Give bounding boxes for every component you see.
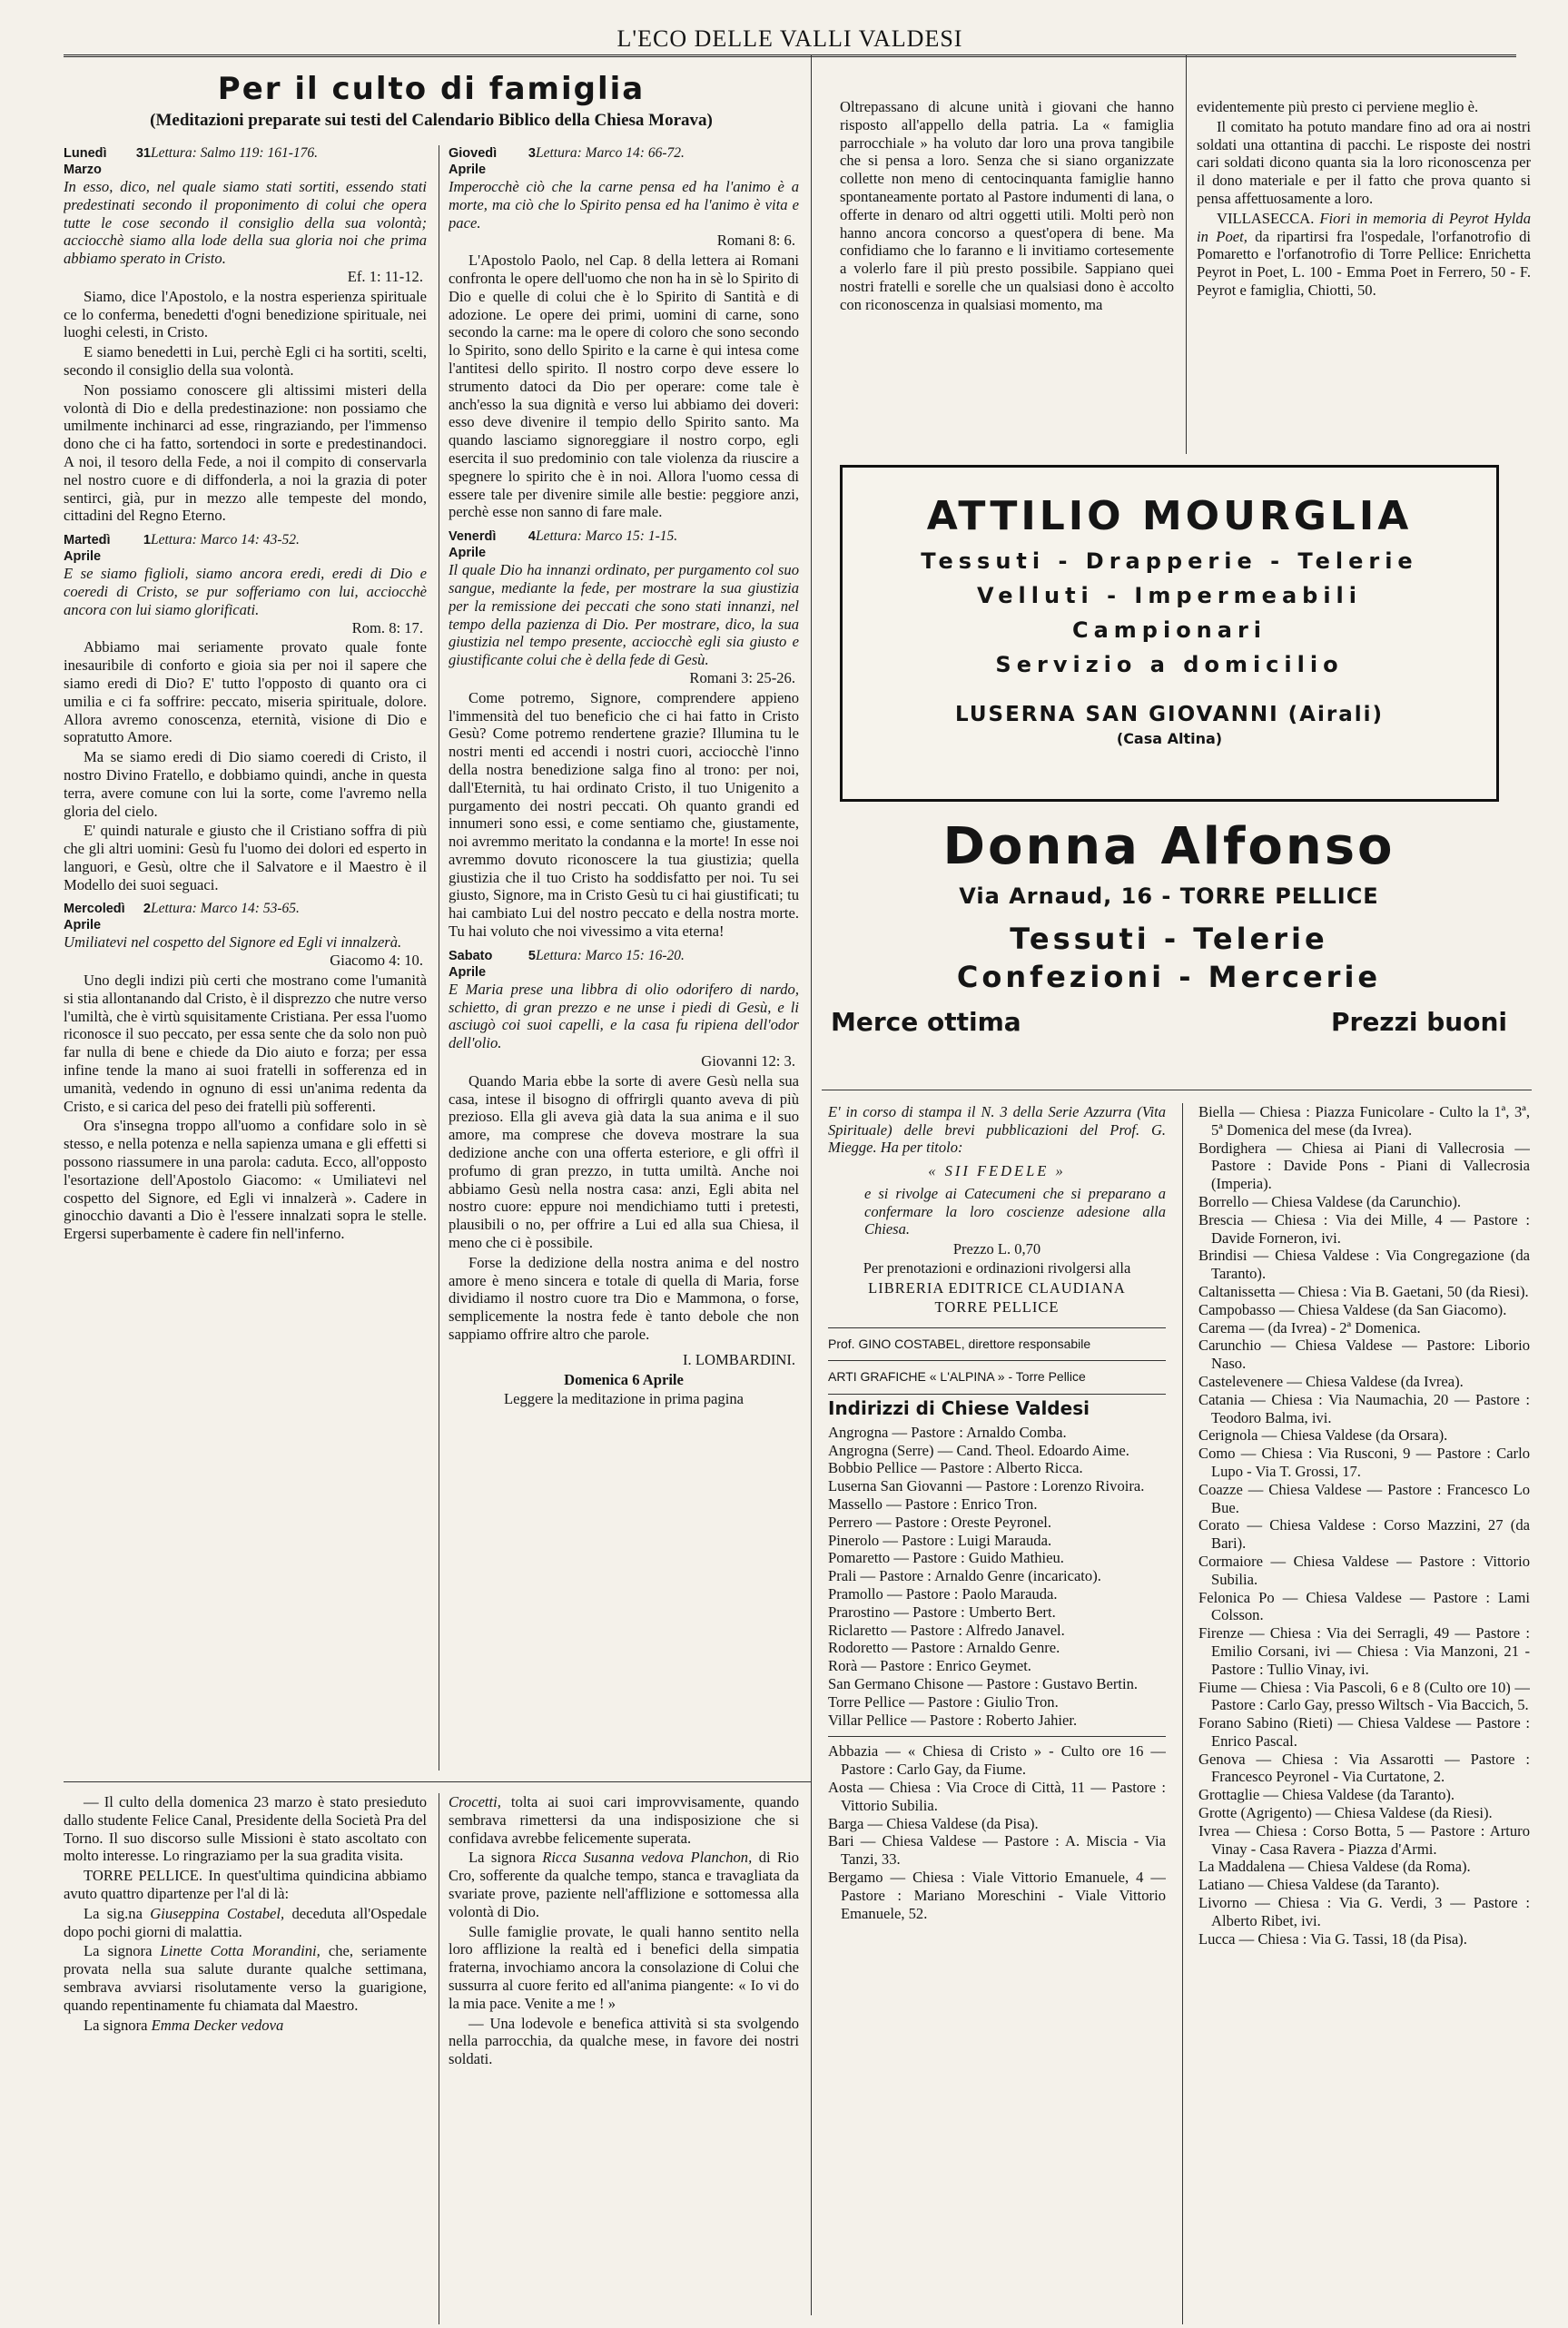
book-notice	[828, 1103, 1166, 1317]
paragraph	[1197, 210, 1531, 300]
book-text: E' in corso di stampa il N. 3 della Serie Azzurra (Vita Spirituale) delle brevi pubblicazioni del Prof. G. Miegge. Ha per titolo:	[828, 1103, 1166, 1156]
meditation-wednesday	[64, 901, 427, 1243]
column-divider	[1182, 1103, 1183, 2324]
person-name: Linette Cotta Morandini,	[160, 1942, 321, 1960]
advert-line: Confezioni - Mercerie	[956, 960, 1382, 994]
directory-list-c	[1198, 1103, 1530, 1948]
entry-verse: In esso, dico, nel quale siamo stati sortiti, essendo stati predestinati secondo il proponimento di colui che opera tutte le cose secondo il consiglio della sua volontà; acciocchè siamo alla lode della sua gloria noi che prima abbiamo sperato in Cristo.	[64, 178, 427, 268]
sunday-heading: Domenica 6 Aprile	[564, 1370, 684, 1388]
meditation-monday	[64, 145, 427, 525]
paragraph: Quando Maria ebbe la sorte di avere Gesù nella sua casa, intese il bisogno di offrirgli quanto aveva di più prezioso. Ella gli aveva già data la sua anima e il suo amore, ma comprese che doveva mostrare la sua dedizione anche con una offerta esteriore, e gli offrì il profumo di gran prezzo, in tutta umiltà. Anche noi abbiamo Gesù nella nostra casa: anzi, Egli abita nel nostro cuore: eppure noi mendichiamo tutti i pretesti, plausibili o no, per offrire a Lui ed alla sua Chiesa, il meno che ci è possibile.	[449, 1071, 799, 1252]
entry-ref: Ef. 1: 11-12.	[347, 267, 423, 285]
directory-entry: Ivrea — Chiesa : Corso Botta, 5 — Pastore : Arturo Vinay - Casa Ravera - Piazza d'Armi.	[1198, 1821, 1530, 1858]
directory-entry: Livorno — Chiesa : Via G. Verdi, 3 — Pastore : Alberto Ribet, ivi.	[1198, 1894, 1530, 1929]
text: La sig.na	[84, 1904, 143, 1922]
entry-verse: E se siamo figlioli, siamo ancora eredi, eredi di Dio e coeredi di Cristo, se pur sofferiamo con lui, acciocchè ancora con lui siamo glorificati.	[64, 565, 427, 618]
publisher-city: TORRE PELLICE	[934, 1298, 1060, 1316]
advert-left: Merce ottima	[831, 1007, 1021, 1037]
directory-entry: Pinerolo — Pastore : Luigi Marauda.	[828, 1531, 1052, 1549]
masthead	[64, 7, 1516, 53]
paragraph: Come potremo, Signore, comprendere appieno l'immensità del tuo beneficio che ci hai fatto in Cristo Gesù? Come potremo rendertene grazie? Illumina tu le nostri menti ed accendi i nostri cuori, acciocchè l'inno della nostra benedizione salga fino al trono: per noi, dall'Eternità, tu hai ordinato Cristo, il tuo Unigenito a purgamento dei nostri peccati. Oh quanto grandi ed innumeri sono essi, e come sentiamo che, giustamente, noi avremmo meritato la condanna e la morte! In esse noi avremmo dovuto riconoscere la tua giustizia; quella giustizia che il tuo Cristo ha soddisfatto per noi. Tu sei giusto, Signore, ma in Cristo Gesù tu ci hai giustificati; tu hai cambiato Lui del nostro peccato e della nostra morte. Tu hai voluto che noi vivessimo a vita eterna!	[449, 688, 799, 941]
book-title: « SII FEDELE »	[928, 1161, 1066, 1179]
advert-address: Via Arnaud, 16 - TORRE PELLICE	[959, 883, 1379, 909]
text: La signora	[468, 1849, 536, 1867]
memorial-title: Fiori in memoria di Peyrot Hylda in Poet,	[1197, 209, 1531, 245]
section-subtitle: (Meditazioni preparate sui testi del Calendario Biblico della Chiesa Morava)	[150, 111, 713, 130]
advert-name: Donna Alfonso	[942, 817, 1395, 876]
paragraph	[449, 1793, 799, 1847]
advert-right: Prezzi buoni	[1330, 1007, 1507, 1037]
directory-entry: Torre Pellice — Pastore : Giulio Tron.	[828, 1692, 1059, 1711]
section-title: Per il culto di famiglia	[217, 71, 646, 107]
news-column-3	[840, 98, 1174, 454]
entry-reading: Lettura: Marco 15: 16-20.	[536, 947, 685, 963]
text: deceduta all'Ospedale dopo pochi giorni di malattia.	[64, 1904, 427, 1940]
book-order: Per prenotazioni e ordinazioni rivolgersi alla	[863, 1259, 1131, 1277]
entry-reading: Lettura: Salmo 119: 161-176.	[151, 145, 318, 161]
entry-ref: Giovanni 12: 3.	[701, 1052, 795, 1070]
paragraph	[64, 1942, 427, 2014]
directory-entry: Cerignola — Chiesa Valdese (da Orsara).	[1198, 1426, 1448, 1445]
directory-entry: Grottaglie — Chiesa Valdese (da Taranto).	[1198, 1786, 1455, 1804]
notices-column	[828, 1103, 1166, 2324]
advert-name: ATTILIO MOURGLIA	[926, 493, 1413, 539]
directory-entry: Aosta — Chiesa : Via Croce di Città, 11 — Pastore : Vittorio Subilia.	[828, 1779, 1166, 1814]
person-name: Giuseppina Costabel,	[150, 1904, 285, 1922]
author-signature: I. LOMBARDINI.	[683, 1350, 795, 1368]
directory-entry: Cormaiore — Chiesa Valdese — Pastore : Vittorio Subilia.	[1198, 1552, 1530, 1588]
entry-day: Sabato 5 Aprile	[449, 948, 536, 980]
paragraph: Siamo, dice l'Apostolo, e la nostra esperienza spirituale ce lo conferma, benedetti d'ogni benedizione spirituale, nei luoghi celesti, in Cristo.	[64, 287, 427, 341]
directory-entry: Corato — Chiesa Valdese : Corso Mazzini, 27 (da Bari).	[1198, 1516, 1530, 1553]
director: Prof. GINO COSTABEL, direttore responsabile	[828, 1336, 1091, 1351]
entry-reading: Lettura: Marco 14: 66-72.	[536, 145, 685, 161]
meditation-thursday	[449, 145, 799, 521]
meditation-tuesday	[64, 532, 427, 893]
directory-entry: Como — Chiesa : Via Rusconi, 9 — Pastore : Carlo Lupo - Via T. Grossi, 17.	[1198, 1445, 1530, 1480]
directory-entry: Villar Pellice — Pastore : Roberto Jahier.	[828, 1711, 1078, 1729]
directory-entry: Bari — Chiesa Valdese — Pastore : A. Miscia - Via Tanzi, 33.	[828, 1832, 1166, 1869]
news-bottom-2	[449, 1793, 799, 2324]
directory-entry: Rorà — Pastore : Enrico Geymet.	[828, 1657, 1031, 1675]
paragraph: Forse la dedizione della nostra anima e del nostro amore è meno sincera e totale di quella di Maria, forse dividiamo il nostro cuore tra Dio e Mammona, o forse, semplicemente la nostra fede è tanto debole che non sappiamo offrire altro che parole.	[449, 1253, 799, 1344]
entry-verse: E Maria prese una libbra di olio odorifero di nardo, schietto, di gran prezzo e ne unse i piedi di Gesù, e li asciugò coi suoi capelli, e la casa fu ripiena dell'odor dell'olio.	[449, 980, 799, 1052]
meditation-saturday	[449, 948, 799, 1344]
advert-donna-alfonso	[831, 817, 1507, 1071]
masthead-rule	[64, 54, 1516, 57]
directory-entry: Felonica Po — Chiesa Valdese — Pastore : Lami Colsson.	[1198, 1588, 1530, 1624]
paragraph: Sulle famiglie provate, le quali hanno sentito nella loro afflizione la realtà ed i benefici della simpatia fraterna, invochiamo ancora la consolazione di Colui che sussurra al cuore ferito ed all'anima piangente: « Io vi do la mia pace. Venite a me ! »	[449, 1922, 799, 2012]
paragraph: E' quindi naturale e giusto che il Cristiano soffra di più che gli altri uomini: Gesù fu l'uomo dei dolori ed esperto in languori, e Gesù, oltre che il Salvatore e il Maestro è il Modello dei suoi seguaci.	[64, 822, 427, 893]
entry-verse: Umiliatevi nel cospetto del Signore ed Egli vi innalzerà.	[64, 933, 402, 952]
director-line	[828, 1327, 1166, 1354]
newspaper-title: L'ECO DELLE VALLI VALDESI	[616, 25, 963, 52]
news-column-4	[1197, 98, 1531, 454]
paragraph: Uno degli indizi più certi che mostrano come l'umanità si stia allontanando dal Cristo, è il disprezzo che nutre verso l'umiltà, che è virtù squisitamente Cristiana. Per essa l'uomo riconosce il suo peccato, per essa sente che da solo non può far nulla di bene e chiede da Dio aiuto e forza; per essa infine tende la mano ai suoi fratelli in sofferenza ed in umanità, vedendo in ognuno di essi un'anima redenta da Cristo, e si carica del peso dei fratelli più sofferenti.	[64, 972, 427, 1115]
directory-entry: Catania — Chiesa : Via Naumachia, 20 — Pastore : Teodoro Balma, ivi.	[1198, 1390, 1530, 1426]
news-bottom-1	[64, 1793, 427, 2324]
paragraph: Oltrepassano di alcune unità i giovani che hanno risposto all'appello della patria. La « famiglia parrocchiale » ha voluto dar loro una prova tangibile che si pensa a loro. Senza che si siano organizzate collette non meno di centocinquanta famiglie hanno spontaneamente portato al Pastore indumenti di lana, o offerte in denaro od altri oggetti utili. Molti però non hanno ancora concorso a quest'opera di bene. Ma confidiamo che lo faranno e li invitiamo cortesemente a volerlo fare il più presto possibile. Sappiano quei nostri fratelli e sorelle che un qualsiasi dono è accolto con riconoscenza in qualsiasi momento, ma	[840, 98, 1174, 313]
entry-ref: Romani 3: 25-26.	[689, 668, 795, 686]
directory-entry: Forano Sabino (Rieti) — Chiesa Valdese — Pastore : Enrico Pascal.	[1198, 1714, 1530, 1750]
entry-reading: Lettura: Marco 14: 53-65.	[151, 901, 300, 917]
directory-entry: Brindisi — Chiesa Valdese : Via Congregazione (da Taranto).	[1198, 1247, 1530, 1283]
paragraph	[449, 1849, 799, 1920]
directory-entry: Prali — Pastore : Arnaldo Genre (incaricato).	[828, 1567, 1101, 1585]
section-heading	[64, 71, 799, 131]
directory-entry: Lucca — Chiesa : Via G. Tassi, 18 (da Pisa).	[1198, 1929, 1467, 1948]
directory-entry: Luserna San Giovanni — Pastore : Lorenzo Rivoira.	[828, 1477, 1145, 1495]
entry-day: Venerdì 4 Aprile	[449, 529, 536, 561]
sunday-note: Leggere la meditazione in prima pagina	[503, 1390, 744, 1408]
advert-mourglia	[840, 465, 1499, 802]
paragraph: — Una lodevole e benefica attività si sta svolgendo nella parrocchia, da qualche mese, in favore dei nostri soldati.	[449, 2014, 799, 2068]
paragraph: L'Apostolo Paolo, nel Cap. 8 della lettera ai Romani confronta le opere dell'uomo che non ha in sè lo Spirito di Dio e quelle di colui che è lo Spirito di Santità e di adozione. Le opere dei primi, uomini di carne, sono secondo la carne: ma le opere di coloro che sono secondo lo Spirito, sono dello Spirito e la carne è qui intesa come l'antitesi dello spirito. Il nostro corpo deve essere lo strumento datoci da Dio per operare: come tale è anch'esso la sua dignità e verso lui abbiamo dei doveri: esso deve divenire il tempio dello Spirito santo. Ma quando lasciamo signoreggiare il nostro corpo, egli esercita il suo predominio con tale violenza da riuscire a spegnere lo spirito che è in noi. Allora l'uomo cessa di essere tale per divenire simile alle bestie: peggiore anzi, perchè esse non sanno di fare male.	[449, 252, 799, 521]
directory-entry: Latiano — Chiesa Valdese (da Taranto).	[1198, 1876, 1440, 1894]
publisher-name: LIBRERIA EDITRICE CLAUDIANA	[868, 1278, 1126, 1297]
directory-entry: Bordighera — Chiesa ai Piani di Vallecrosia — Pastore : Davide Pons - Piani di Vallecrosia (Imperia).	[1198, 1139, 1530, 1193]
directory-title: Indirizzi di Chiese Valdesi	[828, 1397, 1090, 1420]
paragraph: Abbiamo mai seriamente provato quale fonte inesauribile di conforto e gioia sia per noi il sapere che siamo eredi di Dio? E' tutto l'opposto di quanto ora ci umilia e ci fa soffrire: peccato, miseria spirituale, dolore. Allora avremo conoscenza, eternità, visione di Dio e sopratutto Amore.	[64, 638, 427, 746]
directory-entry: Bobbio Pellice — Pastore : Alberto Ricca.	[828, 1459, 1083, 1477]
entry-verse: Imperocchè ciò che la carne pensa ed ha l'animo è a morte, ma ciò che lo Spirito pensa ed ha l'animo è vita e pace.	[449, 178, 799, 232]
directory-divider	[828, 1736, 1166, 1737]
paragraph: Non possiamo conoscere gli altissimi misteri della volontà di Dio e della predestinazione: non possiamo che umilmente inchinarci ad esse, ringraziando, per l'immenso dono che ci ha fatto, sortendoci in sorte e predestinandoci. A noi, il tesoro della Fede, a noi il compito di conservarla nel nostro cuore e di diffonderla, a noi la grazia di poter sentirci, già, pur in mezzo alle tempeste del mondo, cittadini del Regno Eterno.	[64, 380, 427, 525]
advert-line: Servizio a domicilio	[995, 652, 1344, 677]
text: La signora	[84, 2016, 148, 2034]
directory-entry: Coazze — Chiesa Valdese — Pastore : Francesco Lo Bue.	[1198, 1480, 1530, 1516]
directory-entry: Biella — Chiesa : Piazza Funicolare - Culto la 1ª, 3ª, 5ª Domenica del mese (da Ivrea).	[1198, 1103, 1530, 1139]
directory-list-b	[828, 1742, 1166, 1922]
directory-entry: Carema — (da Ivrea) - 2ª Domenica.	[1198, 1318, 1421, 1337]
paragraph: evidentemente più presto ci perviene meglio è.	[1197, 98, 1479, 115]
advert-line: Tessuti - Telerie	[1010, 922, 1328, 956]
meditation-column-1	[64, 145, 427, 1780]
entry-day: Martedì 1 Aprile	[64, 533, 151, 565]
column-divider	[811, 54, 812, 2315]
entry-verse: Il quale Dio ha innanzi ordinato, per purgamento col suo sangue, mediante la fede, per mostrare la sua giustizia per la remissione dei peccati che sono stati innanzi, nel tempo della pazienza di Dio. Per mostrare, dico, la sua giustizia nel tempo presente, acciocchè egli sia giusto e giustificante colui che è della fede di Gesù.	[449, 561, 799, 669]
meditation-friday	[449, 528, 799, 941]
printer-line	[828, 1360, 1166, 1395]
directory-entry: Brescia — Chiesa : Via dei Mille, 4 — Pastore : Davide Forneron, ivi.	[1198, 1210, 1530, 1247]
advert-line: Tessuti - Drapperie - Telerie	[921, 548, 1418, 574]
paragraph: Il comitato ha potuto mandare fino ad ora ai nostri soldati una ottantina di pacchi. Le risposte dei nostri cari soldati dicono quanta sia la loro riconoscenza per il dono materiale e per il fatto che prova quanto si pensa affettuosamente a loro.	[1197, 117, 1531, 207]
printer: ARTI GRAFICHE « L'ALPINA » - Torre Pellice	[828, 1369, 1086, 1385]
person-name: Crocetti,	[449, 1793, 501, 1810]
text: La signora	[84, 1942, 153, 1960]
paragraph: Ma se siamo eredi di Dio siamo coeredi di Cristo, il nostro Divino Fratello, e dobbiamo quindi, anche in questa terra, avere comune con lui la sorte, come l'avremo nella gloria del cielo.	[64, 748, 427, 820]
directory-entry: Carunchio — Chiesa Valdese — Pastore: Liborio Naso.	[1198, 1337, 1530, 1373]
entry-reading: Lettura: Marco 15: 1-15.	[536, 528, 678, 545]
column-divider	[1186, 54, 1187, 454]
entry-day: Giovedì 3 Aprile	[449, 146, 536, 177]
directory-entry: Prarostino — Pastore : Umberto Bert.	[828, 1603, 1056, 1621]
directory-entry: Bergamo — Chiesa : Viale Vittorio Emanuele, 4 — Pastore : Mariano Moreschini - Viale Vittorio Emanuele, 52.	[828, 1869, 1166, 1922]
advert-sub: (Casa Altina)	[1116, 730, 1223, 747]
directory-entry: Angrogna (Serre) — Cand. Theol. Edoardo Aime.	[828, 1441, 1129, 1459]
text: che, seriamente provata nella sua salute durante qualche settimana, sembrava avviarsi risolutamente verso la guarigione, quando repentinamente fu chiamata dal Maestro.	[64, 1942, 427, 2014]
directory-entry: Pramollo — Pastore : Paolo Marauda.	[828, 1585, 1058, 1603]
directory-entry: Perrero — Pastore : Oreste Peyronel.	[828, 1513, 1052, 1531]
paragraph: — Il culto della domenica 23 marzo è stato presieduto dallo studente Felice Canal, Presidente della Società Pra del Torno. Il suo discorso sulle Missioni è stato ascoltato con molto interesse. Lo ringraziamo per la sua gradita visita.	[64, 1793, 427, 1865]
entry-reading: Lettura: Marco 14: 43-52.	[151, 532, 300, 548]
directory-entry: Campobasso — Chiesa Valdese (da San Giacomo).	[1198, 1300, 1507, 1318]
entry-day: Mercoledì 2 Aprile	[64, 902, 151, 933]
directory-entry: Rodoretto — Pastore : Arnaldo Genre.	[828, 1639, 1060, 1657]
directory-list-a	[828, 1424, 1166, 1730]
directory-entry: La Maddalena — Chiesa Valdese (da Roma).	[1198, 1858, 1471, 1876]
directory-entry: Massello — Pastore : Enrico Tron.	[828, 1495, 1038, 1514]
entry-ref: Rom. 8: 17.	[351, 618, 423, 636]
directory-entry: Riclaretto — Pastore : Alfredo Janavel.	[828, 1621, 1065, 1639]
advert-line: Velluti - Impermeabili	[976, 583, 1363, 608]
entry-ref: Giacomo 4: 10.	[330, 952, 423, 970]
advert-city: LUSERNA SAN GIOVANNI (Airali)	[955, 703, 1384, 726]
entry-ref: Romani 8: 6.	[716, 232, 795, 250]
paragraph: TORRE PELLICE. In quest'ultima quindicina abbiamo avuto quattro dipartenze per l'al di là:	[64, 1867, 427, 1902]
directory-entry: Angrogna — Pastore : Arnaldo Comba.	[828, 1423, 1067, 1441]
meditation-column-2	[449, 145, 799, 1780]
section-divider	[64, 1781, 811, 1782]
directory-entry: San Germano Chisone — Pastore : Gustavo Bertin.	[828, 1675, 1139, 1693]
paragraph	[64, 1905, 427, 1941]
text: tolta ai suoi cari improvvisamente, quando sembrava rimettersi da una indisposizione che si confidava avrebbe felicemente superata.	[449, 1793, 799, 1847]
directory-entry: Caltanissetta — Chiesa : Via B. Gaetani, 50 (da Riesi).	[1198, 1282, 1529, 1300]
paragraph: Ora s'insegna troppo all'uomo a confidare solo in sè stesso, e nella potenza e nella sapienza umana e gli effetti si possono riassumere in una parola: caduta. Ecco, all'opposto l'esortazione dell'Apostolo Giacomo: « Umiliatevi nel cospetto del Signore, ed Egli vi innalzerà ». Cadere in ginocchio davanti a Dio è l'essere innalzati sopra le stelle. Ergersi superbamente è cadere fin nell'inferno.	[64, 1117, 427, 1243]
place-label: VILLASECCA.	[1217, 209, 1315, 227]
directory-column	[1198, 1103, 1530, 2324]
entry-day: Lunedì 31 Marzo	[64, 146, 151, 177]
paragraph: E siamo benedetti in Lui, perchè Egli ci ha sortiti, scelti, secondo il consiglio della sua volontà.	[64, 343, 427, 379]
text: di Rio Cro, sofferente da qualche tempo, stanca e travagliata da svariate prove, paziente nell'afflizione e sottomessa alla volontà di Dio.	[449, 1849, 799, 1920]
book-price: Prezzo L. 0,70	[952, 1239, 1041, 1258]
directory-entry: Grotte (Agrigento) — Chiesa Valdese (da Riesi).	[1198, 1804, 1493, 1822]
directory-entry: Castelevenere — Chiesa Valdese (da Ivrea).	[1198, 1372, 1464, 1390]
directory-entry: Fiume — Chiesa : Via Pascoli, 6 e 8 (Culto ore 10) — Pastore : Carlo Gay, presso Wiltsch - Via Baccich, 5.	[1198, 1678, 1530, 1714]
person-name: Emma Decker vedova	[151, 2016, 284, 2034]
paragraph	[64, 2017, 427, 2035]
directory-entry: Pomaretto — Pastore : Guido Mathieu.	[828, 1549, 1064, 1567]
directory-entry: Genova — Chiesa : Via Assarotti — Pastore : Francesco Peyronel - Via Curtatone, 2.	[1198, 1750, 1530, 1786]
directory-entry: Barga — Chiesa Valdese (da Pisa).	[828, 1814, 1039, 1832]
advert-line: Campionari	[1071, 617, 1267, 643]
directory-entry: Abbazia — « Chiesa di Cristo » - Culto ore 16 — Pastore : Carlo Gay, da Fiume.	[828, 1742, 1166, 1779]
person-name: Ricca Susanna vedova Planchon,	[542, 1849, 753, 1867]
directory-entry: Borrello — Chiesa Valdese (da Carunchio).	[1198, 1192, 1462, 1210]
memorial-text: da ripartirsi fra l'ospedale, l'orfanotrofio di Pomaretto e l'orfanotrofio di Torre Pellice: Enrichetta Peyrot in Poet, L. 100 - Emma Poet in Ferrero, 50 - F. Peyrot e famiglia, Chiotti, 50.	[1197, 227, 1531, 299]
book-text: e si rivolge ai Catecumeni che si preparano a confermare la loro coscienze adesione alla Chiesa.	[864, 1185, 1166, 1238]
directory-entry: Firenze — Chiesa : Via dei Serragli, 49 — Pastore : Emilio Corsani, ivi — Chiesa : Via Manzoni, 21 - Pastore : Tullio Vinay, ivi.	[1198, 1624, 1530, 1678]
